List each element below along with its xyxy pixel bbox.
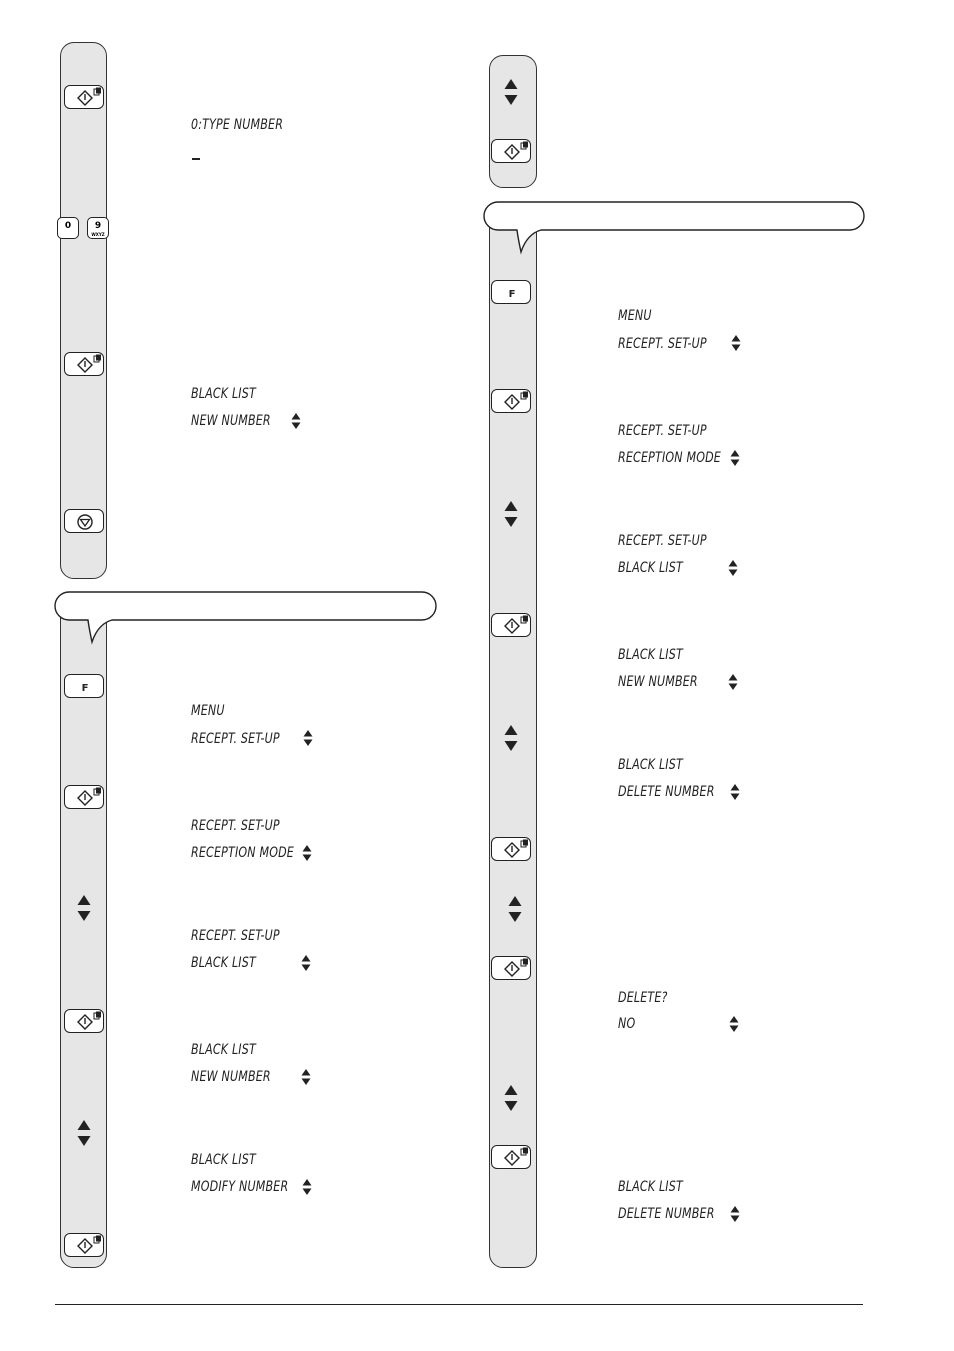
- up-down-arrows-icon: [730, 1206, 740, 1222]
- up-down-arrows-icon: [303, 730, 313, 746]
- keypad-strip-left-bottom: [60, 600, 107, 1268]
- start-copy-icon: [492, 838, 532, 862]
- up-down-arrows-icon[interactable]: [504, 725, 518, 751]
- up-down-arrows-icon: [301, 1069, 311, 1085]
- lcd-line-1: BLACK LIST: [618, 1179, 683, 1195]
- start-copy-icon: [65, 1234, 105, 1258]
- function-key[interactable]: [64, 674, 104, 698]
- page-footer-rule: [55, 1304, 863, 1305]
- lcd-line-2: MODIFY NUMBER: [191, 1179, 289, 1195]
- start-button[interactable]: [64, 785, 104, 809]
- lcd-line-1: RECEPT. SET-UP: [618, 423, 707, 439]
- start-copy-icon: [65, 1010, 105, 1034]
- up-down-arrows-icon[interactable]: [504, 1085, 518, 1111]
- procedure-balloon: [483, 200, 867, 256]
- up-down-arrows-icon: [302, 845, 312, 861]
- lcd-line-1: BLACK LIST: [191, 1042, 256, 1058]
- up-down-arrows-icon: [730, 784, 740, 800]
- up-down-arrows-icon: [731, 335, 741, 351]
- stop-button[interactable]: [64, 509, 104, 533]
- lcd-line-2: BLACK LIST: [618, 560, 683, 576]
- lcd-line-1: RECEPT. SET-UP: [191, 928, 280, 944]
- lcd-line-2: RECEPTION MODE: [191, 845, 294, 861]
- lcd-line-2: NEW NUMBER: [618, 674, 698, 690]
- start-button[interactable]: [491, 956, 531, 980]
- lcd-line-2: NEW NUMBER: [191, 1069, 271, 1085]
- lcd-line-1: BLACK LIST: [191, 1152, 256, 1168]
- start-copy-icon: [492, 614, 532, 638]
- start-copy-icon: [492, 390, 532, 414]
- keypad-strip-right-top: [489, 55, 537, 188]
- lcd-cursor: [192, 158, 200, 160]
- start-copy-icon: [492, 1146, 532, 1170]
- keypad-strip-left-top: [60, 42, 107, 579]
- lcd-line-1: MENU: [191, 703, 225, 719]
- procedure-balloon: [54, 590, 438, 646]
- up-down-arrows-icon[interactable]: [504, 79, 518, 105]
- lcd-line-1: RECEPT. SET-UP: [618, 533, 707, 549]
- up-down-arrows-icon[interactable]: [504, 501, 518, 527]
- up-down-arrows-icon[interactable]: [77, 895, 91, 921]
- lcd-line-1: DELETE?: [618, 990, 668, 1006]
- up-down-arrows-icon[interactable]: [77, 1120, 91, 1146]
- lcd-line-2: DELETE NUMBER: [618, 784, 715, 800]
- lcd-line-2: RECEPT. SET-UP: [618, 336, 707, 352]
- up-down-arrows-icon[interactable]: [508, 896, 522, 922]
- lcd-line-1: BLACK LIST: [618, 757, 683, 773]
- lcd-line-2: NO: [618, 1016, 636, 1032]
- start-copy-icon: [65, 786, 105, 810]
- start-button[interactable]: [64, 1233, 104, 1257]
- up-down-arrows-icon: [302, 1179, 312, 1195]
- up-down-arrows-icon: [291, 413, 301, 429]
- start-button[interactable]: [491, 389, 531, 413]
- start-button[interactable]: [491, 613, 531, 637]
- start-copy-icon: [65, 86, 105, 110]
- start-button[interactable]: [64, 1009, 104, 1033]
- svg-text:F: F: [508, 289, 516, 300]
- start-button[interactable]: [491, 1145, 531, 1169]
- up-down-arrows-icon: [301, 955, 311, 971]
- start-button[interactable]: [64, 85, 104, 109]
- lcd-line-2: RECEPTION MODE: [618, 450, 721, 466]
- start-button[interactable]: [64, 352, 104, 376]
- start-button[interactable]: [491, 837, 531, 861]
- up-down-arrows-icon: [728, 674, 738, 690]
- lcd-line-1: BLACK LIST: [618, 647, 683, 663]
- start-copy-icon: [492, 140, 532, 164]
- start-copy-icon: [65, 353, 105, 377]
- stop-icon: [65, 510, 105, 534]
- lcd-line-2: DELETE NUMBER: [618, 1206, 715, 1222]
- lcd-line-1: 0:TYPE NUMBER: [191, 117, 284, 133]
- up-down-arrows-icon: [729, 1016, 739, 1032]
- lcd-line-1: MENU: [618, 308, 652, 324]
- key-9[interactable]: 9 WXYZ: [87, 217, 109, 239]
- lcd-line-1: BLACK LIST: [191, 386, 256, 402]
- lcd-line-2: NEW NUMBER: [191, 413, 271, 429]
- function-key[interactable]: [491, 280, 531, 304]
- up-down-arrows-icon: [728, 560, 738, 576]
- start-copy-icon: [492, 957, 532, 981]
- lcd-line-2: RECEPT. SET-UP: [191, 731, 280, 747]
- lcd-line-2: BLACK LIST: [191, 955, 256, 971]
- up-down-arrows-icon: [730, 450, 740, 466]
- lcd-line-1: RECEPT. SET-UP: [191, 818, 280, 834]
- start-button[interactable]: [491, 139, 531, 163]
- svg-text:F: F: [81, 683, 89, 694]
- key-0[interactable]: 0: [57, 217, 79, 239]
